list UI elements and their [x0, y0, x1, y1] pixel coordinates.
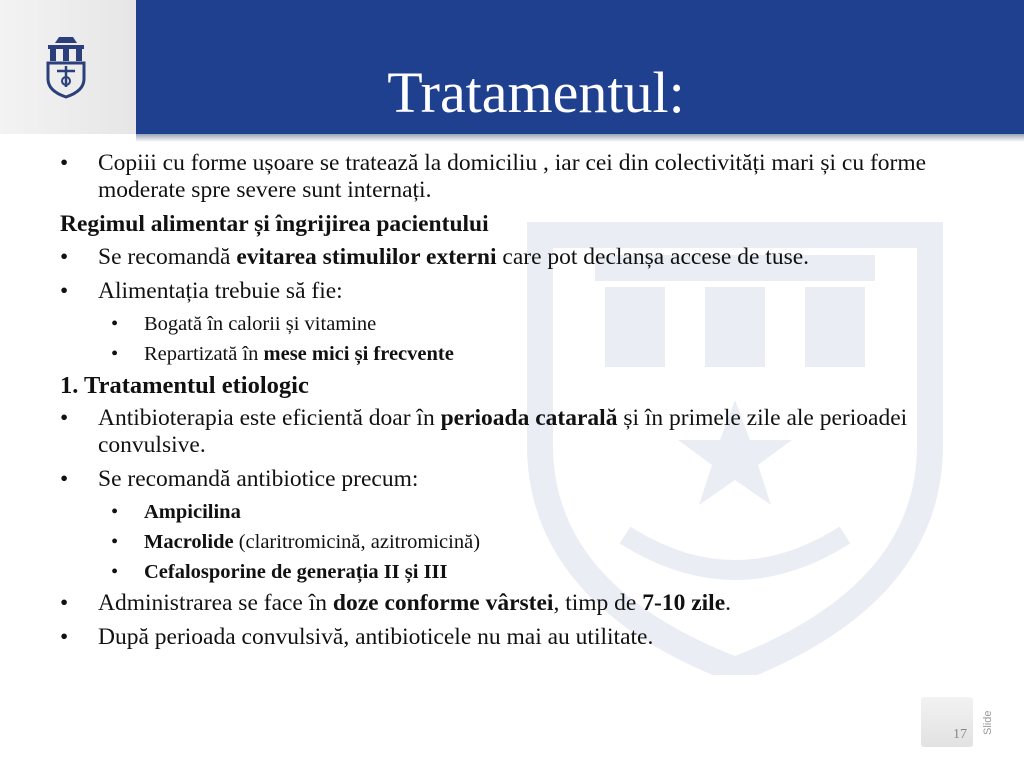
logo-panel: [0, 0, 137, 134]
subbullet-bogata: • Bogată în calorii și vitamine: [111, 313, 377, 335]
title-band-shadow: [136, 134, 1024, 142]
subbullet-ampicilina: • Ampicilina: [111, 501, 241, 523]
slide-number: 17: [953, 727, 967, 742]
bullet-alimentatie: • Alimentația trebuie să fie:: [60, 278, 343, 304]
bullet-antibiotice: • Se recomandă antibiotice precum:: [60, 466, 419, 492]
slide-label: Slide: [982, 710, 994, 735]
bullet-administrarea: • Administrarea se face în doze conforme vârstei, timp de 7-10 zile.: [60, 590, 731, 616]
subbullet-cefalosporine: • Cefalosporine de generația II și III: [111, 561, 448, 583]
bullet-stimuli: • Se recomandă evitarea stimulilor externi care pot declanșa accese de tuse.: [60, 244, 810, 270]
bullet-intro: • Copiii cu forme ușoare se tratează la domiciliu , iar cei din colectivități mari și cu forme moderate spre severe sunt internați.: [60, 150, 927, 203]
subbullet-macrolide: • Macrolide (claritromicină, azitromicină): [111, 531, 481, 553]
slide-number-box: [921, 697, 973, 747]
bullet-dupa: • După perioada convulsivă, antibioticele nu mai au utilitate.: [60, 624, 654, 650]
slide-content: [60, 150, 970, 658]
slide-title: Tratamentul:: [387, 60, 685, 125]
heading-regim: Regimul alimentar și îngrijirea pacientului: [60, 211, 489, 237]
bullet-antibioterapia: • Antibioterapia este eficientă doar în perioada catarală și în primele zile ale perioadei convulsive.: [60, 405, 908, 458]
heading-etiologic: 1. Tratamentul etiologic: [60, 372, 309, 399]
university-crest-icon: [44, 35, 88, 99]
subbullet-repartizata: • Repartizată în mese mici și frecvente: [111, 343, 454, 365]
